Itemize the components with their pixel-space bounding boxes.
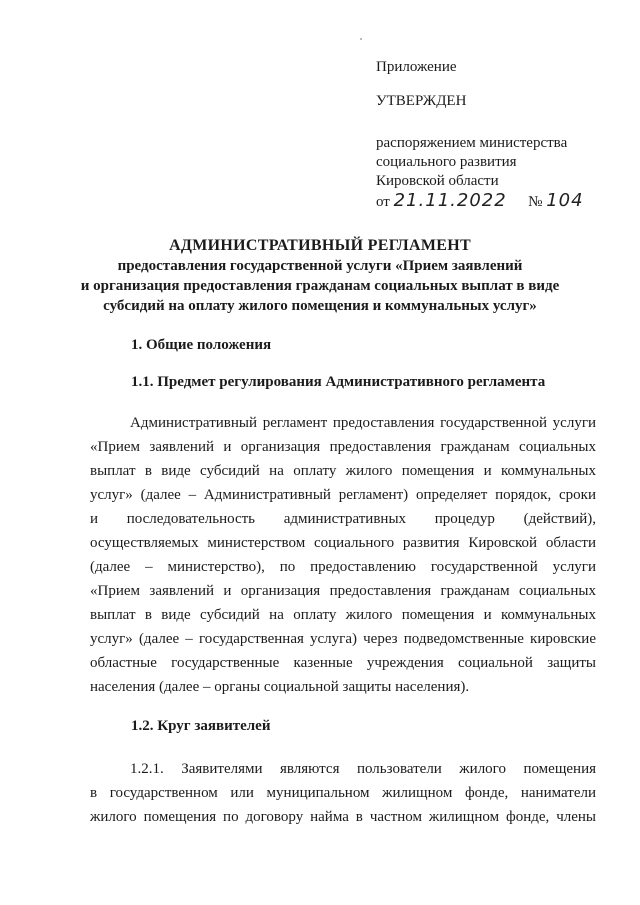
- section-heading-general: 1. Общие положения: [131, 337, 272, 353]
- order-line: распоряжением министерства: [376, 135, 568, 151]
- approval-order-block: [376, 134, 616, 212]
- document-subtitle-line: предоставления государственной услуги «Прием заявлений: [117, 258, 523, 274]
- date-prefix: от: [376, 194, 390, 210]
- appendix-label: Приложение: [376, 59, 457, 75]
- paragraph-line: и последовательность административных процедур (действий),: [90, 511, 596, 527]
- handwritten-number: 104: [546, 190, 584, 211]
- handwritten-date: 21.11.2022: [393, 190, 507, 211]
- paragraph-line: населения (далее – органы социальной защиты населения).: [90, 679, 470, 695]
- paragraph-line: «Прием заявлений и организация предоставления гражданам социальных: [90, 583, 596, 599]
- scan-speck: [360, 38, 362, 40]
- paragraph-line: Административный регламент предоставления государственной услуги: [130, 415, 596, 431]
- paragraph-line: в государственном или муниципальном жилищном фонде, наниматели: [90, 785, 596, 801]
- paragraph-line: (далее – министерство), по предоставлению государственной услуги: [90, 559, 596, 575]
- paragraph-line: «Прием заявлений и организация предоставления гражданам социальных: [90, 439, 596, 455]
- paragraph-line: жилого помещения по договору найма в частном жилищном фонде, члены: [90, 809, 596, 825]
- paragraph-line: выплат в виде субсидий на оплату жилого помещения и коммунальных: [90, 607, 596, 623]
- paragraph-applicants: [90, 757, 596, 829]
- document-subtitle-line: и организация предоставления гражданам социальных выплат в виде: [80, 278, 560, 294]
- paragraph-regulation-subject: [90, 411, 596, 699]
- number-label: №: [528, 194, 543, 210]
- paragraph-line: услуг» (далее – государственная услуга) через подведомственные кировские: [90, 631, 596, 647]
- order-date-number-row: [376, 191, 616, 212]
- paragraph-line: областные государственные казенные учреждения социальной защиты: [90, 655, 596, 671]
- paragraph-line: осуществляемых министерством социального развития Кировской области: [90, 535, 596, 551]
- document-subtitle-line: субсидий на оплату жилого помещения и коммунальных услуг»: [103, 298, 537, 314]
- order-line: социального развития: [376, 154, 517, 170]
- paragraph-line: выплат в виде субсидий на оплату жилого помещения и коммунальных: [90, 463, 596, 479]
- approved-label: УТВЕРЖДЕН: [376, 93, 467, 109]
- section-heading-applicants: 1.2. Круг заявителей: [131, 718, 271, 734]
- document-title: АДМИНИСТРАТИВНЫЙ РЕГЛАМЕНТ: [169, 237, 471, 254]
- order-line: Кировской области: [376, 173, 499, 189]
- section-heading-subject: 1.1. Предмет регулирования Административного регламента: [131, 374, 546, 390]
- document-title-block: [60, 236, 580, 316]
- paragraph-line: услуг» (далее – Административный регламент) определяет порядок, сроки: [90, 487, 596, 503]
- paragraph-line: 1.2.1. Заявителями являются пользователи жилого помещения: [130, 761, 596, 777]
